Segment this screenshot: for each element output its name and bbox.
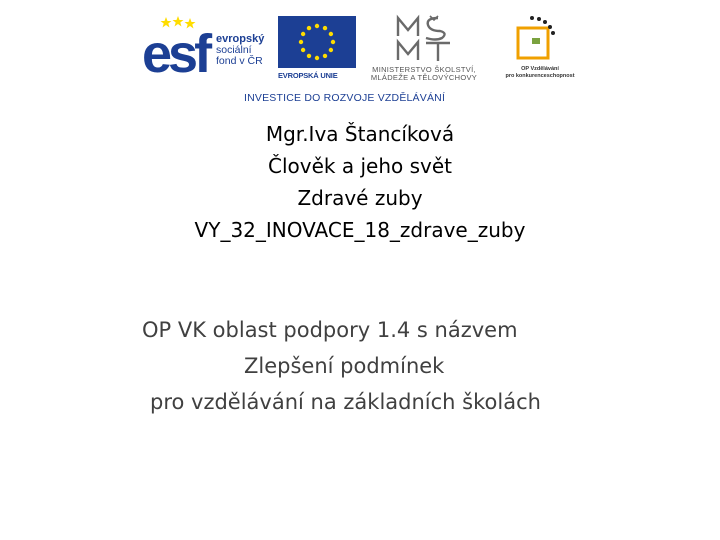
title-block: [90, 118, 630, 246]
investice-banner: INVESTICE DO ROZVOJE VZDĚLÁVÁNÍ: [244, 92, 446, 104]
topic-name: Zdravé zuby: [297, 186, 423, 210]
op-caption-line: pro konkurenceschopnost: [505, 72, 575, 79]
eu-flag-icon: [278, 16, 356, 68]
msmt-caption-line: MLÁDEŽE A TĚLOVÝCHOVY: [370, 73, 478, 82]
msmt-monogram-icon: [394, 14, 454, 64]
eu-logo: [278, 14, 358, 86]
msmt-caption: [362, 66, 486, 82]
op-caption: [490, 66, 590, 79]
op-mark-icon: [510, 14, 562, 64]
op-logo: [490, 14, 590, 86]
subject-name: Člověk a jeho svět: [268, 154, 452, 178]
description-line: OP VK oblast podpory 1.4 s názvem: [142, 318, 518, 342]
esf-text-line: sociální: [216, 44, 252, 56]
description-line: pro vzdělávání na základních školách: [150, 390, 541, 414]
description-line: Zlepšení podmínek: [244, 354, 445, 378]
logo-bar: [140, 14, 590, 106]
eu-caption: EVROPSKÁ UNIE: [278, 71, 338, 80]
esf-logo: [140, 14, 275, 84]
esf-text-line: evropský: [216, 33, 265, 45]
esf-text-line: fond v ČR: [216, 55, 263, 67]
esf-letters: esf: [142, 24, 209, 84]
op-caption-line: OP Vzdělávání: [521, 66, 559, 72]
project-description: [110, 312, 610, 420]
material-code: VY_32_INOVACE_18_zdrave_zuby: [194, 218, 526, 242]
esf-text: [216, 34, 264, 67]
author-name: Mgr.Iva Štancíková: [265, 122, 455, 146]
msmt-caption-line: MINISTERSTVO ŠKOLSTVÍ,: [372, 65, 476, 74]
msmt-logo: [362, 14, 486, 86]
